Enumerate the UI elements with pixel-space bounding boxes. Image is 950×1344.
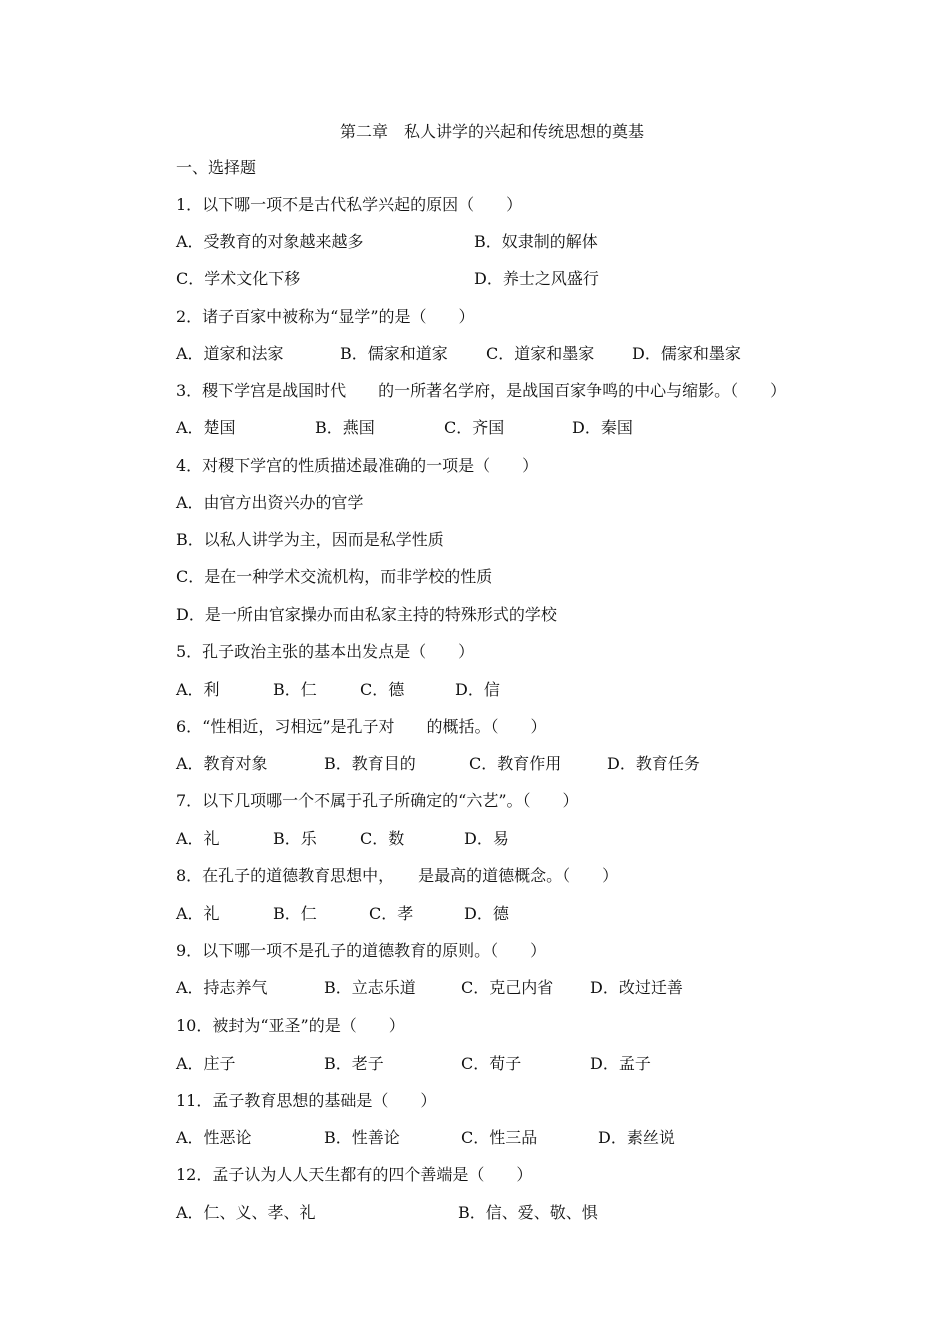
option-d[interactable]: D．教育任务 xyxy=(607,754,700,773)
question-stem: 9．以下哪一项不是孔子的道德教育的原则。（ ） xyxy=(176,941,547,960)
option-a[interactable]: A．楚国 xyxy=(176,418,236,437)
option-b[interactable]: B．立志乐道 xyxy=(324,978,416,997)
option-a[interactable]: A．持志养气 xyxy=(176,978,268,997)
option-c[interactable]: C．道家和墨家 xyxy=(486,344,595,363)
option-d[interactable]: D．秦国 xyxy=(572,418,633,437)
option-b[interactable]: B．乐 xyxy=(273,829,317,848)
option-a[interactable]: A．仁、义、孝、礼 xyxy=(176,1203,316,1222)
option-a[interactable]: A．教育对象 xyxy=(176,754,268,773)
option-row xyxy=(176,1202,598,1224)
option-c[interactable]: C．性三品 xyxy=(461,1128,538,1147)
option-b[interactable]: B．燕国 xyxy=(315,418,375,437)
option-d[interactable]: D．养士之风盛行 xyxy=(474,269,599,288)
option-row xyxy=(176,417,633,439)
option-b[interactable]: B．儒家和道家 xyxy=(340,344,448,363)
option-d[interactable]: D．儒家和墨家 xyxy=(632,344,741,363)
question-stem: 6．“性相近，习相远”是孔子对 的概括。（ ） xyxy=(176,717,547,736)
option-a[interactable]: A．礼 xyxy=(176,904,220,923)
option-row xyxy=(176,828,509,850)
question-stem: 3．稷下学宫是战国时代 的一所著名学府，是战国百家争鸣的中心与缩影。（ ） xyxy=(176,381,787,400)
option-row xyxy=(176,977,683,999)
option-row xyxy=(176,231,598,253)
option-row xyxy=(176,1127,675,1149)
option-d[interactable]: D．信 xyxy=(455,680,500,699)
option-a[interactable]: A．庄子 xyxy=(176,1054,236,1073)
section-heading: 一、选择题 xyxy=(176,158,257,177)
option-c[interactable]: C．齐国 xyxy=(444,418,505,437)
question-stem: 1．以下哪一项不是古代私学兴起的原因（ ） xyxy=(176,195,523,214)
question-stem: 5．孔子政治主张的基本出发点是（ ） xyxy=(176,642,475,661)
option-a[interactable]: A．受教育的对象越来越多 xyxy=(176,232,364,251)
option-a[interactable]: A．由官方出资兴办的官学 xyxy=(176,493,364,512)
option-c[interactable]: C．孝 xyxy=(369,904,414,923)
option-b[interactable]: B．仁 xyxy=(273,680,317,699)
option-c[interactable]: C．荀子 xyxy=(461,1054,522,1073)
option-c[interactable]: C．德 xyxy=(360,680,405,699)
question-stem: 2．诸子百家中被称为“显学”的是（ ） xyxy=(176,307,475,326)
option-row xyxy=(176,1053,651,1075)
option-row xyxy=(176,903,509,925)
option-b[interactable]: B．教育目的 xyxy=(324,754,416,773)
option-b[interactable]: B．奴隶制的解体 xyxy=(474,232,598,251)
option-b[interactable]: B．性善论 xyxy=(324,1128,400,1147)
option-d[interactable]: D．是一所由官家操办而由私家主持的特殊形式的学校 xyxy=(176,605,557,624)
question-stem: 12．孟子认为人人天生都有的四个善端是（ ） xyxy=(176,1165,533,1184)
option-row xyxy=(176,343,741,365)
option-c[interactable]: C．克己内省 xyxy=(461,978,554,997)
option-d[interactable]: D．改过迁善 xyxy=(590,978,683,997)
option-row xyxy=(176,753,700,775)
option-c[interactable]: C．是在一种学术交流机构，而非学校的性质 xyxy=(176,567,493,586)
option-b[interactable]: B．仁 xyxy=(273,904,317,923)
option-a[interactable]: A．利 xyxy=(176,680,220,699)
option-d[interactable]: D．易 xyxy=(464,829,509,848)
option-b[interactable]: B．信、爱、敬、惧 xyxy=(458,1203,598,1222)
option-d[interactable]: D．孟子 xyxy=(590,1054,651,1073)
option-c[interactable]: C．教育作用 xyxy=(469,754,562,773)
question-stem: 4．对稷下学宫的性质描述最准确的一项是（ ） xyxy=(176,456,539,475)
option-d[interactable]: D．德 xyxy=(464,904,509,923)
option-c[interactable]: C．数 xyxy=(360,829,405,848)
option-row xyxy=(176,679,500,701)
question-stem: 11．孟子教育思想的基础是（ ） xyxy=(176,1091,437,1110)
option-a[interactable]: A．礼 xyxy=(176,829,220,848)
option-a[interactable]: A．性恶论 xyxy=(176,1128,252,1147)
option-b[interactable]: B．老子 xyxy=(324,1054,384,1073)
option-b[interactable]: B．以私人讲学为主，因而是私学性质 xyxy=(176,530,444,549)
question-stem: 8．在孔子的道德教育思想中， 是最高的道德概念。（ ） xyxy=(176,866,619,885)
page-title: 第二章 私人讲学的兴起和传统思想的奠基 xyxy=(339,122,644,141)
option-d[interactable]: D．素丝说 xyxy=(598,1128,675,1147)
question-stem: 7．以下几项哪一个不属于孔子所确定的“六艺”。（ ） xyxy=(176,791,579,810)
option-row xyxy=(176,268,599,290)
question-stem: 10．被封为“亚圣”的是（ ） xyxy=(176,1016,405,1035)
option-a[interactable]: A．道家和法家 xyxy=(176,344,284,363)
option-c[interactable]: C．学术文化下移 xyxy=(176,269,301,288)
